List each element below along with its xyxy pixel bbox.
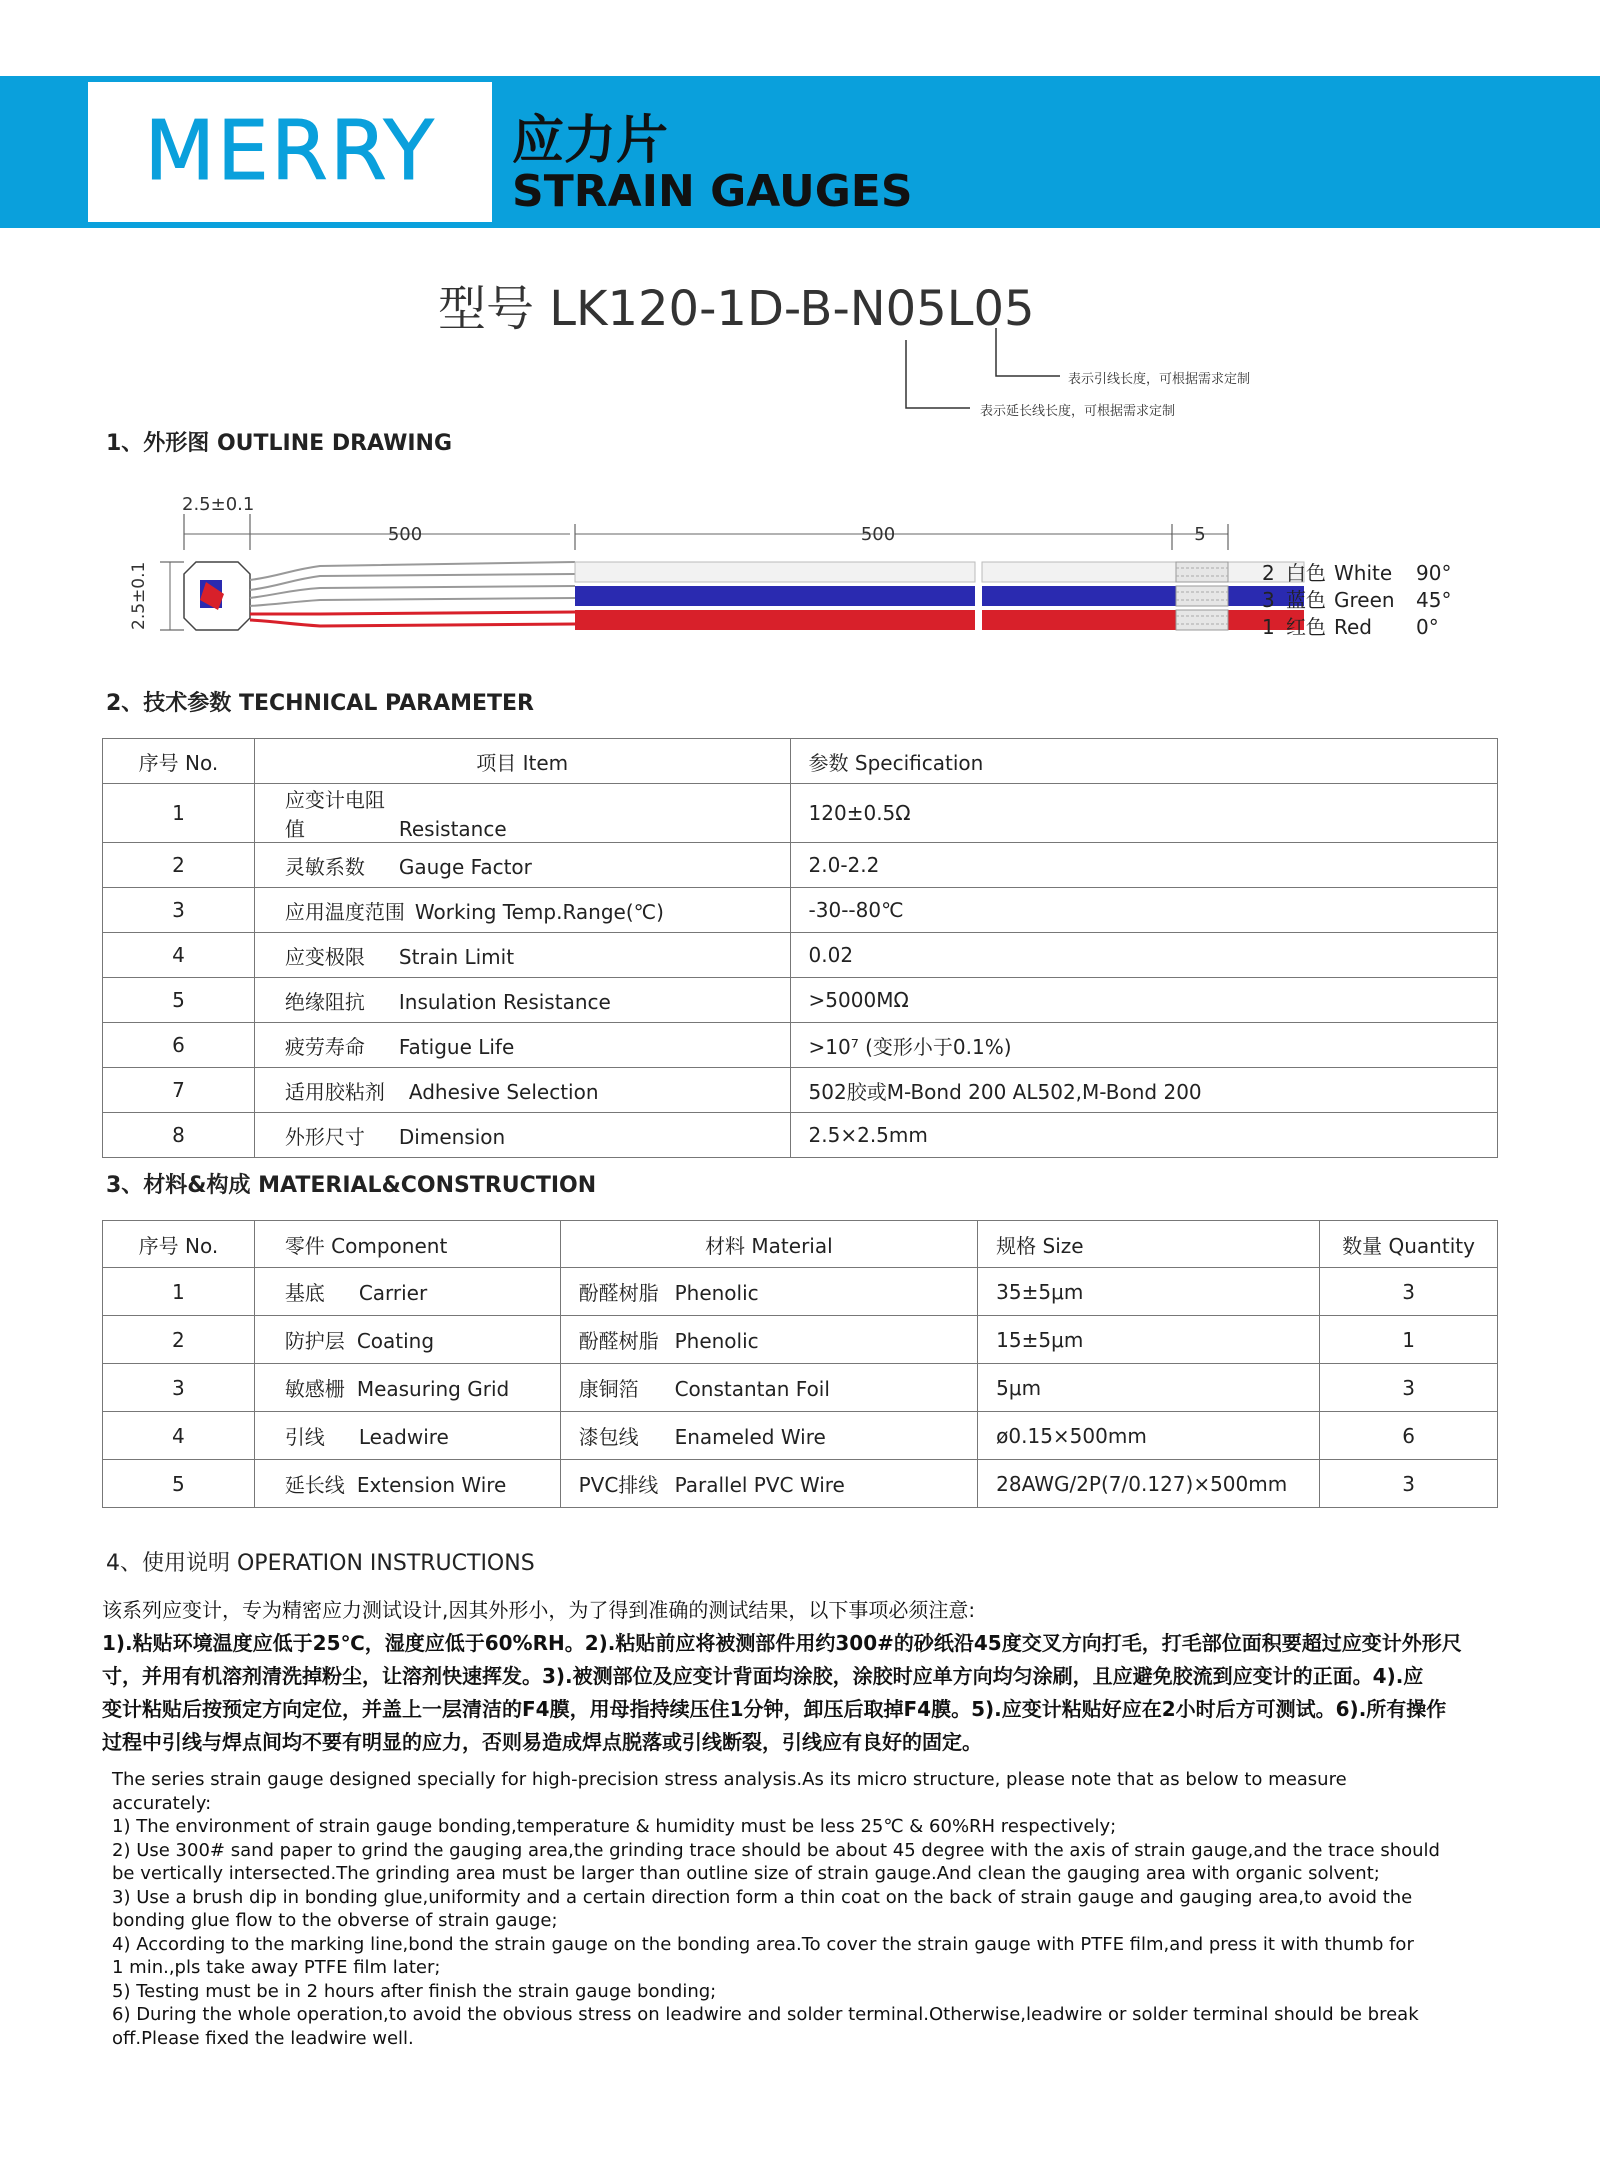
size-value: 5μm	[978, 1364, 1320, 1412]
table-header-cell: 项目 Item	[254, 739, 790, 784]
item-cn: 应变计电阻值	[284, 788, 385, 841]
dim-strip-label: 5	[1194, 524, 1206, 545]
table-header-cell: 数量 Quantity	[1320, 1221, 1498, 1268]
spec-value: >10⁷ (变形小于0.1%)	[790, 1023, 1497, 1068]
spec-value: 502胶或M-Bond 200 AL502,M-Bond 200	[790, 1068, 1497, 1113]
instructions-cn-line: 寸，并用有机溶剂清洗掉粉尘，让溶剂快速挥发。3).被测部位及应变计背面均涂胶，涂胶时应单方向均匀涂刷，且应避免胶流到应变计的正面。4).应	[102, 1664, 1424, 1688]
row-number: 1	[103, 784, 255, 843]
table-row	[103, 933, 1498, 978]
item-cn: 适用胶粘剂	[284, 1079, 385, 1104]
quantity-value: 1	[1320, 1316, 1498, 1364]
material-cn: PVC排线	[578, 1473, 659, 1497]
wire-legend-num: 2	[1262, 561, 1275, 585]
row-number: 3	[103, 888, 255, 933]
row-number: 3	[103, 1364, 255, 1412]
instructions-en-line: 3) Use a brush dip in bonding glue,uniformity and a certain direction form a thin coat on the back of strain gauge and gauging area,to avoid the	[112, 1886, 1413, 1908]
table-row	[103, 1364, 1498, 1412]
technical-table	[102, 738, 1498, 1158]
callout-lead-length: 表示引线长度，可根据需求定制	[1068, 372, 1251, 387]
item-cn: 绝缘阻抗	[284, 989, 365, 1014]
spec-value: 0.02	[790, 933, 1497, 978]
size-value: 15±5μm	[978, 1316, 1320, 1364]
quantity-value: 3	[1320, 1364, 1498, 1412]
item-en: Adhesive Selection	[408, 1079, 599, 1104]
table-row	[103, 784, 1498, 843]
wire-legend-cn: 白色	[1286, 561, 1326, 585]
table-header-row	[103, 1221, 1498, 1268]
component-en: Carrier	[358, 1281, 428, 1305]
wire-legend-cn: 红色	[1286, 615, 1326, 639]
material-en: Phenolic	[674, 1281, 759, 1305]
spec-value: 120±0.5Ω	[790, 784, 1497, 843]
section-instructions-heading: 4、使用说明 OPERATION INSTRUCTIONS	[106, 1551, 535, 1576]
table-row	[103, 843, 1498, 888]
item-cn: 灵敏系数	[284, 854, 365, 879]
wire-legend-angle: 90°	[1416, 561, 1452, 585]
section-technical-heading: 2、技术参数 TECHNICAL PARAMETER	[106, 691, 535, 716]
size-value: 28AWG/2P(7/0.127)×500mm	[978, 1460, 1320, 1508]
row-number: 5	[103, 1460, 255, 1508]
table-row	[103, 1068, 1498, 1113]
instructions-en-line: accurately:	[112, 1792, 212, 1814]
table-row	[103, 888, 1498, 933]
material-cn: 酚醛树脂	[578, 1329, 659, 1353]
extension-wire-red	[575, 610, 975, 630]
outline-drawing	[120, 490, 1520, 640]
wire-legend-cn: 蓝色	[1286, 588, 1326, 612]
spec-value: 2.0-2.2	[790, 843, 1497, 888]
spec-value: >5000MΩ	[790, 978, 1497, 1023]
instructions-en-line: 1) The environment of strain gauge bonding,temperature & humidity must be less 25℃ & 60%RH respectively;	[112, 1816, 1117, 1837]
wire-legend-angle: 0°	[1416, 615, 1439, 639]
instructions-en-line: The series strain gauge designed specially for high-precision stress analysis.As its micro structure, please note that as below to measure	[112, 1769, 1347, 1790]
instructions-en-line: 2) Use 300# sand paper to grind the gauging area,the grinding trace should be about 45 degree with the axis of strain gauge,and the trace should	[112, 1839, 1440, 1861]
item-cn: 外形尺寸	[284, 1124, 365, 1149]
table-row	[103, 1268, 1498, 1316]
table-header-cell: 参数 Specification	[790, 739, 1497, 784]
component-cn: 防护层	[284, 1329, 345, 1353]
item-en: Strain Limit	[398, 944, 515, 969]
section-outline-heading: 1、外形图 OUTLINE DRAWING	[106, 431, 453, 456]
instructions-cn	[102, 1594, 1502, 1759]
item-en: Gauge Factor	[398, 854, 532, 879]
material-en: Phenolic	[674, 1329, 759, 1353]
row-number: 1	[103, 1268, 255, 1316]
row-number: 2	[103, 843, 255, 888]
table-row	[103, 978, 1498, 1023]
page-title-cn: 应力片	[512, 111, 669, 171]
component-en: Coating	[356, 1329, 435, 1353]
table-header-cell: 材料 Material	[560, 1221, 978, 1268]
wire-legend-num: 1	[1262, 615, 1275, 639]
logo-text: MERRY	[144, 104, 436, 199]
item-cn: 应用温度范围	[284, 899, 405, 924]
size-value: 35±5μm	[978, 1268, 1320, 1316]
wire-legend-angle: 45°	[1416, 588, 1452, 612]
item-cn: 疲劳寿命	[284, 1034, 365, 1059]
row-number: 7	[103, 1068, 255, 1113]
logo	[88, 82, 492, 222]
table-row	[103, 1316, 1498, 1364]
row-number: 4	[103, 933, 255, 978]
wire-legend-en: White	[1334, 561, 1393, 585]
dim-side-label: 2.5±0.1	[129, 561, 149, 630]
table-row	[103, 1023, 1498, 1068]
dim-top-label: 2.5±0.1	[182, 494, 255, 515]
instructions-en-line: 5) Testing must be in 2 hours after finish the strain gauge bonding;	[112, 1980, 717, 2002]
component-cn: 基底	[284, 1281, 325, 1305]
table-row	[103, 1113, 1498, 1158]
instructions-cn-line: 过程中引线与焊点间均不要有明显的应力，否则易造成焊点脱落或引线断裂，引线应有良好的固定。	[102, 1730, 982, 1754]
item-en: Resistance	[398, 817, 507, 841]
material-cn: 酚醛树脂	[578, 1281, 659, 1305]
instructions-cn-line: 1).粘贴环境温度应低于25℃，湿度应低于60%RH。2).粘贴前应将被测部件用约300#的砂纸沿45度交叉方向打毛，打毛部位面积要超过应变计外形尺	[102, 1631, 1462, 1655]
item-en: Dimension	[398, 1124, 506, 1149]
instructions-en-line: off.Please fixed the leadwire well.	[112, 2027, 414, 2049]
callout-extension-length: 表示延长线长度，可根据需求定制	[980, 404, 1176, 419]
component-cn: 引线	[284, 1425, 325, 1449]
size-value: ø0.15×500mm	[978, 1412, 1320, 1460]
instructions-en-line: 1 min.,pls take away PTFE film later;	[112, 1957, 441, 1978]
material-cn: 漆包线	[578, 1425, 639, 1449]
row-number: 4	[103, 1412, 255, 1460]
quantity-value: 3	[1320, 1268, 1498, 1316]
table-header-cell: 规格 Size	[978, 1221, 1320, 1268]
material-en: Constantan Foil	[674, 1377, 830, 1401]
instructions-en-line: bonding glue flow to the obverse of strain gauge;	[112, 1910, 558, 1931]
wire-legend-en: Red	[1334, 615, 1372, 639]
extension-wire-blue	[575, 586, 975, 606]
item-en: Fatigue Life	[398, 1034, 515, 1059]
component-en: Measuring Grid	[356, 1377, 510, 1401]
table-row	[103, 1412, 1498, 1460]
row-number: 8	[103, 1113, 255, 1158]
page-title-en: STRAIN GAUGES	[512, 166, 913, 217]
item-en: Working Temp.Range(℃)	[414, 899, 664, 924]
instructions-en-line: 6) During the whole operation,to avoid the obvious stress on leadwire and solder terminal.Otherwise,leadwire or solder terminal should be break	[112, 2004, 1419, 2025]
table-row	[103, 1460, 1498, 1508]
dim-ext-label: 500	[860, 524, 896, 545]
component-en: Leadwire	[358, 1425, 449, 1449]
instructions-cn-line: 变计粘贴后按预定方向定位，并盖上一层清洁的F4膜，用母指持续压住1分钟，卸压后取掉F4膜。5).应变计粘贴好应在2小时后方可测试。6).所有操作	[102, 1697, 1447, 1721]
instructions-en-line: 4) According to the marking line,bond the strain gauge on the bonding area.To cover the strain gauge with PTFE film,and press it with thumb for	[112, 1933, 1414, 1955]
material-en: Enameled Wire	[674, 1425, 826, 1449]
material-cn: 康铜箔	[578, 1377, 639, 1401]
table-header-cell: 序号 No.	[103, 1221, 255, 1268]
table-header-row	[103, 739, 1498, 784]
item-cn: 应变极限	[284, 944, 365, 969]
spec-value: -30--80℃	[790, 888, 1497, 933]
quantity-value: 3	[1320, 1460, 1498, 1508]
model-number: 型号 LK120-1D-B-N05L05	[438, 281, 1035, 337]
row-number: 6	[103, 1023, 255, 1068]
component-en: Extension Wire	[356, 1473, 507, 1497]
table-header-cell: 零件 Component	[254, 1221, 560, 1268]
component-cn: 延长线	[284, 1473, 345, 1497]
table-header-cell: 序号 No.	[103, 739, 255, 784]
section-material-heading: 3、材料&构成 MATERIAL&CONSTRUCTION	[106, 1173, 597, 1198]
material-en: Parallel PVC Wire	[674, 1473, 845, 1497]
material-table	[102, 1220, 1498, 1508]
wire-legend-en: Green	[1334, 588, 1395, 612]
row-number: 5	[103, 978, 255, 1023]
spec-value: 2.5×2.5mm	[790, 1113, 1497, 1158]
quantity-value: 6	[1320, 1412, 1498, 1460]
item-en: Insulation Resistance	[398, 989, 611, 1014]
instructions-en-line: be vertically intersected.The grinding area must be larger than outline size of strain gauge.And clean the gauging area with organic solvent;	[112, 1863, 1380, 1884]
component-cn: 敏感栅	[284, 1377, 345, 1401]
row-number: 2	[103, 1316, 255, 1364]
instructions-en	[112, 1768, 1512, 2050]
extension-wire-white	[575, 562, 975, 582]
dim-lead-label: 500	[387, 524, 423, 545]
wire-legend-num: 3	[1262, 588, 1275, 612]
instructions-cn-line: 该系列应变计，专为精密应力测试设计,因其外形小，为了得到准确的测试结果，以下事项必须注意:	[102, 1598, 976, 1622]
